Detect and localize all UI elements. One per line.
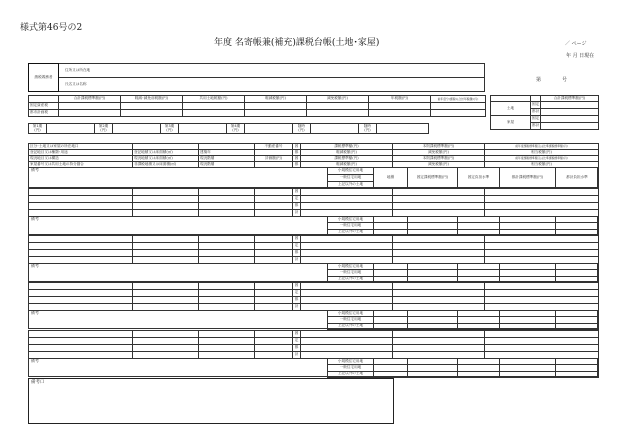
record-cell[interactable] (301, 338, 393, 345)
detail-col2-row2: 登記地積又は床面積(㎡) (133, 150, 199, 156)
summary-header-1: 合計課税標準額(円) (59, 96, 121, 103)
record-cell[interactable] (199, 297, 255, 304)
record-cell[interactable] (255, 243, 293, 250)
first-col-header-2: 固定課税標準額(円) (408, 168, 458, 189)
record-cell[interactable] (393, 338, 485, 345)
registry-number-suffix: 号 (562, 77, 568, 83)
record-land-use-label: 一般住宅用地 (328, 317, 374, 323)
record-cell[interactable] (393, 297, 485, 304)
detail-col5-row2: 軽減税額(円) (301, 150, 393, 156)
summary-row-label-1: 固定資産税 (29, 103, 59, 110)
record-mark: 計 (293, 257, 301, 264)
record-cell[interactable] (199, 243, 255, 250)
detail-mark-1: 固 (293, 144, 301, 150)
record-cell[interactable] (29, 283, 133, 290)
record-cell[interactable] (29, 331, 133, 338)
record-cell[interactable] (29, 203, 133, 210)
detail-col2-row4: 非課税地積又は床面積(㎡) (133, 162, 199, 168)
right-box-house-row-2: 都計 (531, 123, 541, 130)
record-land-use-label: 上記以外の土地 (328, 323, 374, 329)
record-mark: 定 (293, 196, 301, 203)
form-number: 様式第46号の2 (20, 23, 83, 33)
detail-mark-4: 都 (293, 162, 301, 168)
detail-col3-row3: 現況階層 (199, 156, 255, 162)
record-cell[interactable] (393, 345, 485, 352)
installment-label-4: 第4期 (230, 123, 241, 128)
record-cell[interactable] (485, 243, 599, 250)
record-cell[interactable] (133, 338, 199, 345)
record-cell[interactable] (255, 189, 293, 196)
taxpayer-box (28, 63, 485, 92)
record-cell[interactable] (255, 250, 293, 257)
record-cell[interactable] (199, 236, 255, 243)
record-cell[interactable] (393, 250, 485, 257)
record-cell[interactable] (393, 243, 485, 250)
detail-col1-row4: 家屋番号又は共用土地の持分割合 (29, 162, 133, 168)
first-record-notes-label: 備考 (31, 167, 39, 172)
record-notes-label: 備考 (31, 310, 39, 315)
record-mark: 固 (293, 236, 301, 243)
detail-col1-row3: 現況地目又は構造 (29, 156, 133, 162)
detail-col1-row2: 登記地目又は種類･用途 (29, 150, 133, 156)
installment-unit-6: (円) (364, 127, 371, 132)
record-upper-table (28, 235, 599, 264)
detail-col7-row3: 前年度課税標準額又は比準課税標準額(円) (485, 156, 599, 162)
record-cell[interactable] (485, 297, 599, 304)
detail-col5-row3: 課税標準額(円) (301, 156, 393, 162)
detail-header-table (28, 143, 599, 168)
detail-col7-row1: 前年度課税標準額又は比準課税標準額(円) (485, 144, 599, 150)
record-cell[interactable] (29, 196, 133, 203)
summary-row-label-2: 都市計画税 (29, 110, 59, 117)
record-mark: 計 (293, 210, 301, 217)
detail-mark-2: 都 (293, 150, 301, 156)
bottom-notes-box (28, 378, 394, 424)
record-cell[interactable] (133, 189, 199, 196)
record-cell[interactable] (393, 290, 485, 297)
record-cell[interactable] (199, 345, 255, 352)
right-box-land-row-2: 都計 (531, 109, 541, 116)
record-mark: 定 (293, 338, 301, 345)
record-cell[interactable] (255, 196, 293, 203)
record-land-cell[interactable] (458, 323, 500, 329)
record-land-table (327, 216, 599, 236)
detail-col2-row3: 現況地積又は床面積(㎡) (133, 156, 199, 162)
record-cell[interactable] (133, 196, 199, 203)
record-cell[interactable] (255, 345, 293, 352)
right-summary-box (490, 95, 599, 130)
record-cell[interactable] (255, 236, 293, 243)
bottom-notes-label: 備考口 (31, 380, 45, 385)
installment-label-2: 第2期 (98, 123, 109, 128)
record-cell[interactable] (255, 203, 293, 210)
record-notes-label: 備考 (31, 216, 39, 221)
record-cell[interactable] (133, 283, 199, 290)
summary-header-2: 軽減･減免前税額(円) (121, 96, 183, 103)
right-box-house-label: 家屋 (491, 116, 531, 130)
record-cell[interactable] (301, 243, 393, 250)
record-mark: 固 (293, 331, 301, 338)
record-cell[interactable] (29, 345, 133, 352)
installment-unit-3: (円) (166, 127, 173, 132)
summary-header-7: 前年度分(課税の合計年税額)(円) (431, 96, 486, 103)
record-land-use-label: 一般住宅用地 (328, 223, 374, 229)
record-land-use-label: 一般住宅用地 (328, 365, 374, 371)
record-cell[interactable] (301, 236, 393, 243)
record-land-table (327, 263, 599, 283)
record-cell[interactable] (301, 290, 393, 297)
record-cell[interactable] (393, 236, 485, 243)
record-cell[interactable] (393, 196, 485, 203)
record-cell[interactable] (29, 297, 133, 304)
first-land-use-3: 上記以外の土地 (328, 182, 374, 189)
detail-col3-row4: 現況階層 (199, 162, 255, 168)
detail-col4-row3: 評価額(円) (255, 156, 293, 162)
detail-col6-row4: 減免税額(円) (393, 162, 485, 168)
record-land-cell[interactable] (458, 371, 500, 377)
record-cell[interactable] (133, 236, 199, 243)
record-cell[interactable] (301, 345, 393, 352)
detail-col7-row2: 相当税額(円) (485, 150, 599, 156)
date-label: 年 月 日現在 (566, 53, 595, 59)
record-mark: 固 (293, 283, 301, 290)
record-cell[interactable] (301, 283, 393, 290)
installment-unit-1: (円) (34, 127, 41, 132)
record-land-use-label: 小規模住宅用地 (328, 264, 374, 270)
right-box-header: 合計課税標準額(円) (541, 96, 599, 102)
record-cell[interactable] (29, 250, 133, 257)
detail-col5-row1: 課税標準額(円) (301, 144, 393, 150)
record-land-use-label: 上記以外の土地 (328, 371, 374, 377)
record-cell[interactable] (301, 203, 393, 210)
record-land-use-label: 一般住宅用地 (328, 270, 374, 276)
record-cell[interactable] (133, 290, 199, 297)
record-cell[interactable] (133, 203, 199, 210)
detail-mark-3: 固 (293, 156, 301, 162)
record-cell[interactable] (255, 338, 293, 345)
record-cell[interactable] (199, 250, 255, 257)
record-mark: 都 (293, 297, 301, 304)
right-box-land-label: 土地 (491, 102, 531, 116)
record-mark: 都 (293, 345, 301, 352)
record-cell[interactable] (301, 189, 393, 196)
record-cell[interactable] (29, 243, 133, 250)
detail-col4-row1: 不動産番号 (255, 144, 293, 150)
record-cell[interactable] (133, 331, 199, 338)
taxpayer-section-label: 納税義務者 (29, 64, 59, 92)
record-cell[interactable] (29, 338, 133, 345)
first-col-header-4: 都計課税標準額(円) (500, 168, 556, 189)
record-cell[interactable] (255, 331, 293, 338)
installment-label-6: 随時 (363, 123, 372, 128)
installment-label-1: 第1期 (32, 123, 43, 128)
record-cell[interactable] (485, 250, 599, 257)
detail-col5-row4: 軽減税額(円) (301, 162, 393, 168)
record-cell[interactable] (485, 189, 599, 196)
record-mark: 計 (293, 352, 301, 359)
summary-header-4: 軽減税額(円) (245, 96, 307, 103)
detail-col6-row3: 本則課税標準額(円) (393, 156, 485, 162)
record-cell[interactable] (485, 290, 599, 297)
first-col-header-5: 都計負担水準 (556, 168, 599, 189)
record-mark: 定 (293, 243, 301, 250)
address-label: 住所又は所在地 (59, 64, 485, 78)
record-cell[interactable] (485, 203, 599, 210)
record-cell[interactable] (393, 203, 485, 210)
record-cell[interactable] (199, 203, 255, 210)
record-cell[interactable] (485, 331, 599, 338)
record-cell[interactable] (301, 297, 393, 304)
record-mark: 定 (293, 290, 301, 297)
record-cell[interactable] (199, 290, 255, 297)
page-title: 年度 名寄帳兼(補充)課税台帳(土地･家屋) (214, 38, 380, 48)
record-cell[interactable] (485, 196, 599, 203)
name-label: 氏名又は名称 (59, 78, 485, 92)
first-land-use-2: 一般住宅用地 (328, 175, 374, 182)
first-record-land-table (327, 167, 599, 189)
record-cell[interactable] (133, 297, 199, 304)
installments-table (28, 123, 429, 134)
record-upper-table (28, 282, 599, 311)
record-land-table (327, 358, 599, 378)
record-cell[interactable] (393, 189, 485, 196)
record-land-cell[interactable] (374, 323, 408, 329)
record-upper-table (28, 188, 599, 217)
first-land-use-1: 小規模住宅用地 (328, 168, 374, 175)
installment-unit-2: (円) (100, 127, 107, 132)
installment-unit-5: (円) (298, 127, 305, 132)
detail-col6-row1: 本則課税標準額(円) (393, 144, 485, 150)
record-cell[interactable] (301, 196, 393, 203)
record-cell[interactable] (255, 297, 293, 304)
record-land-cell[interactable] (556, 323, 599, 329)
record-cell[interactable] (393, 331, 485, 338)
record-cell[interactable] (485, 345, 599, 352)
record-cell[interactable] (133, 250, 199, 257)
record-cell[interactable] (29, 189, 133, 196)
detail-col6-row2: 減免税額(円) (393, 150, 485, 156)
record-mark: 固 (293, 189, 301, 196)
registry-number-prefix: 第 (536, 77, 542, 83)
record-land-use-label: 小規模住宅用地 (328, 359, 374, 365)
record-notes-label: 備考 (31, 263, 39, 268)
record-cell[interactable] (199, 196, 255, 203)
record-cell[interactable] (199, 189, 255, 196)
record-notes-label: 備考 (31, 358, 39, 363)
record-mark: 都 (293, 203, 301, 210)
record-land-cell[interactable] (556, 371, 599, 377)
record-cell[interactable] (255, 283, 293, 290)
record-cell[interactable] (199, 338, 255, 345)
record-cell[interactable] (199, 331, 255, 338)
record-cell[interactable] (133, 345, 199, 352)
record-cell[interactable] (485, 283, 599, 290)
summary-header-5: 減免税額(円) (307, 96, 369, 103)
summary-header-3: 共用土地税額(円) (183, 96, 245, 103)
installment-label-3: 第3期 (164, 123, 175, 128)
summary-header-6: 年税額(円) (369, 96, 431, 103)
right-box-house-row-1: 固定 (531, 116, 541, 123)
record-cell[interactable] (301, 250, 393, 257)
right-box-land-row-1: 固定 (531, 102, 541, 109)
record-cell[interactable] (301, 331, 393, 338)
installment-unit-4: (円) (232, 127, 239, 132)
record-cell[interactable] (255, 290, 293, 297)
detail-col7-row4: 相当税額(円) (485, 162, 599, 168)
record-land-use-label: 小規模住宅用地 (328, 311, 374, 317)
detail-col1-row1: 区分･土地又は家屋の所在地口 (29, 144, 133, 150)
first-col-header-1: 地積 (374, 168, 408, 189)
record-land-use-label: 小規模住宅用地 (328, 217, 374, 223)
record-land-cell[interactable] (500, 323, 556, 329)
record-upper-table (28, 330, 599, 359)
record-land-cell[interactable] (374, 371, 408, 377)
record-land-use-label: 上記以外の土地 (328, 276, 374, 282)
summary-table (28, 95, 486, 117)
installment-label-5: 随時 (297, 123, 306, 128)
record-land-cell[interactable] (408, 371, 458, 377)
detail-col3-row2: 建築年 (199, 150, 255, 156)
record-mark: 都 (293, 250, 301, 257)
record-land-use-label: 上記以外の土地 (328, 229, 374, 235)
record-cell[interactable] (29, 290, 133, 297)
record-cell[interactable] (29, 236, 133, 243)
record-cell[interactable] (199, 283, 255, 290)
record-land-cell[interactable] (408, 323, 458, 329)
first-col-header-3: 固定負担水準 (458, 168, 500, 189)
record-cell[interactable] (133, 243, 199, 250)
record-land-cell[interactable] (500, 371, 556, 377)
record-cell[interactable] (485, 236, 599, 243)
record-cell[interactable] (485, 338, 599, 345)
record-land-table (327, 310, 599, 330)
page-label: ／ ページ (565, 41, 587, 47)
record-cell[interactable] (393, 283, 485, 290)
record-mark: 計 (293, 304, 301, 311)
